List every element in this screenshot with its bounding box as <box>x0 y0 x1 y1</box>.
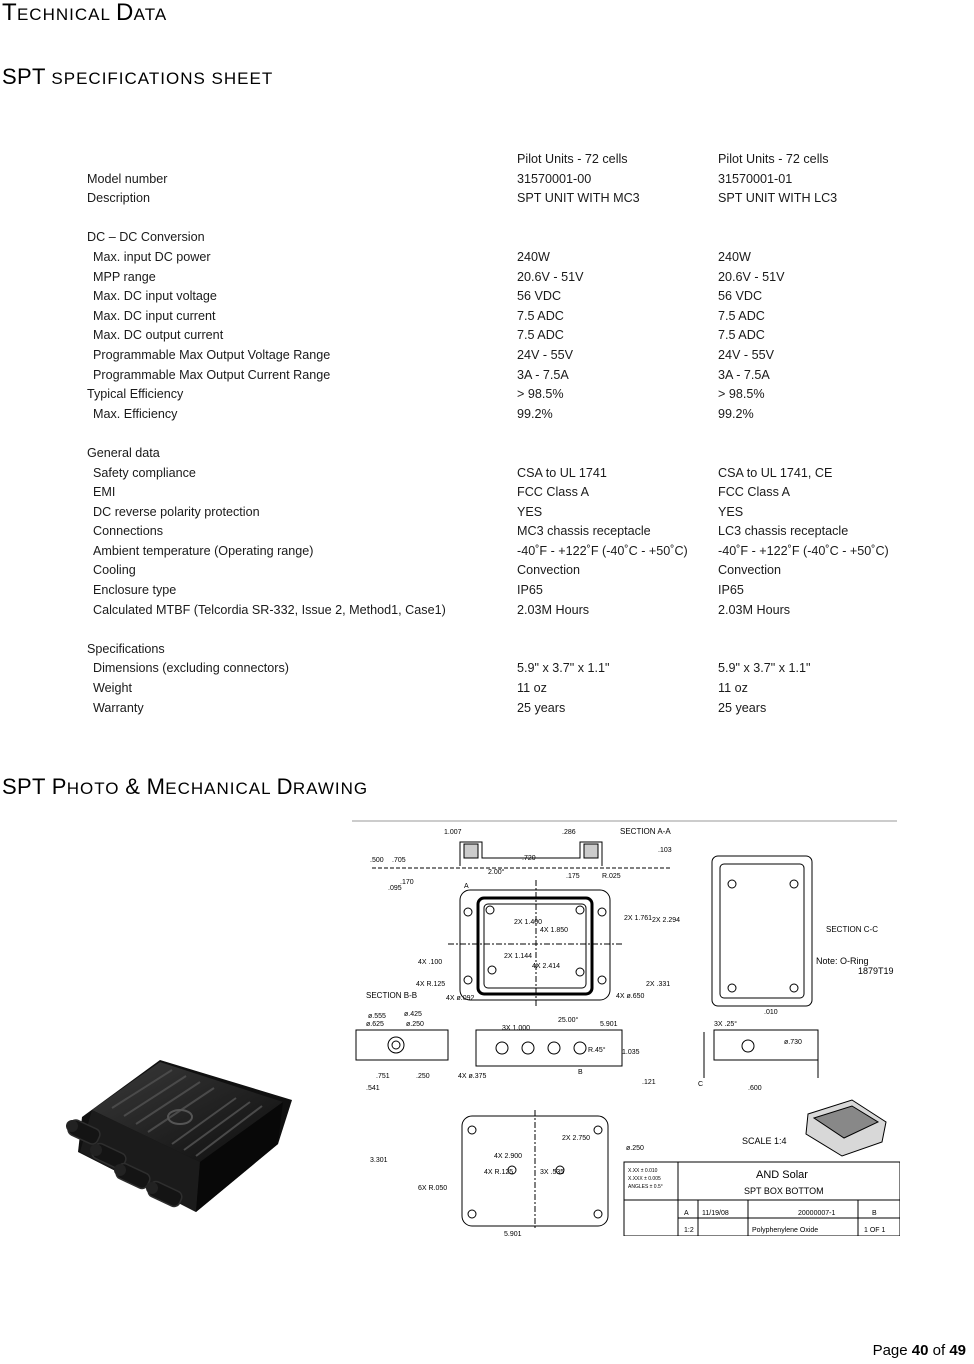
dim-label: 2X .331 <box>646 981 671 988</box>
dim-label: R.45° <box>588 1047 606 1054</box>
spec-label: General data <box>87 445 160 460</box>
dim-label: 4X ø.375 <box>458 1073 487 1080</box>
spec-value: 99.2% <box>517 406 553 421</box>
dim-label: 5.901 <box>600 1021 618 1028</box>
photo-drawing-heading: SPT PHOTO & MECHANICAL DRAWING <box>2 774 369 799</box>
spec-row <box>87 444 947 464</box>
dim-label: .720 <box>522 855 536 862</box>
spec-value: FCC Class A <box>718 485 791 500</box>
spec-value: 3A - 7.5A <box>517 367 569 382</box>
dim-label: 2X 1.144 <box>504 953 533 960</box>
spec-value: FCC Class A <box>517 485 590 500</box>
date-value: 11/19/08 <box>702 1210 729 1217</box>
section-aa-label: SECTION A-A <box>620 827 671 836</box>
dim-label: 2X 2.750 <box>562 1135 591 1142</box>
spec-label: Typical Efficiency <box>87 387 184 402</box>
spec-label: Ambient temperature (Operating range) <box>93 543 314 558</box>
dim-label: 25.00° <box>558 1017 579 1024</box>
tolerance-xxx: X.XXX ± 0.005 <box>628 1176 661 1182</box>
spec-value: SPT UNIT WITH LC3 <box>718 191 838 206</box>
spec-label: Max. input DC power <box>93 249 211 264</box>
mechanical-drawing <box>352 820 900 1236</box>
spec-header-row <box>87 150 947 170</box>
dim-label: 4X ø.650 <box>616 993 645 1000</box>
dim-label: B <box>578 1069 583 1076</box>
spec-label: Connections <box>93 524 164 539</box>
spec-value: 56 VDC <box>718 289 763 304</box>
dim-label: 5.901 <box>504 1231 522 1236</box>
dim-label: .500 <box>370 857 384 864</box>
dim-label: 1.007 <box>444 829 462 836</box>
dim-label: 6X R.050 <box>418 1185 448 1192</box>
spec-value: 56 VDC <box>517 289 562 304</box>
dim-label: 4X R.125 <box>484 1169 514 1176</box>
spec-value: YES <box>718 504 744 519</box>
spec-value: 25 years <box>718 700 767 715</box>
dim-label: .010 <box>764 1009 778 1016</box>
spec-value: 3A - 7.5A <box>718 367 770 382</box>
dim-label: .175 <box>566 873 580 880</box>
spec-label: Dimensions (excluding connectors) <box>93 661 289 676</box>
sheet-scale: 1:2 <box>684 1227 694 1234</box>
spec-value: IP65 <box>718 583 744 598</box>
mechanical-drawing-svg <box>352 820 900 1236</box>
rev-letter: B <box>872 1210 877 1217</box>
page-number: Page 40 of 49 <box>872 1342 966 1359</box>
spec-row <box>87 679 947 699</box>
spec-value: 2.03M Hours <box>718 602 791 617</box>
dim-label: .170 <box>400 879 414 886</box>
spec-row <box>87 581 947 601</box>
spec-label: Programmable Max Output Voltage Range <box>93 347 331 362</box>
spec-value: > 98.5% <box>517 387 564 402</box>
company-name: AND Solar <box>756 1169 808 1181</box>
spec-value: Convection <box>517 563 581 578</box>
spec-table <box>87 150 947 718</box>
dim-label: 2X 1.761 <box>624 915 653 922</box>
spec-row <box>87 307 947 327</box>
spec-row <box>87 346 947 366</box>
spec-value: 7.5 ADC <box>517 328 564 343</box>
spec-row <box>87 268 947 288</box>
product-photo <box>0 1022 318 1232</box>
spec-row <box>87 640 947 660</box>
spec-row <box>87 366 947 386</box>
spec-value: 7.5 ADC <box>718 328 765 343</box>
dim-label: 4X ø.092 <box>446 995 475 1002</box>
spec-value: 31570001-01 <box>718 171 793 186</box>
scale-label: SCALE 1:4 <box>742 1136 787 1146</box>
spec-value: MC3 chassis receptacle <box>517 524 651 539</box>
sheet-number: 1 OF 1 <box>864 1227 886 1234</box>
spec-value: IP65 <box>517 583 543 598</box>
section-bb-label: SECTION B-B <box>366 991 418 1000</box>
spec-value: 5.9" x 3.7" x 1.1" <box>517 661 610 676</box>
rev-value: A <box>684 1210 689 1217</box>
dim-label: .286 <box>562 829 576 836</box>
spec-value: SPT UNIT WITH MC3 <box>517 191 640 206</box>
dim-label: 3X 1.000 <box>502 1025 531 1032</box>
dim-label: 4X R.125 <box>416 981 446 988</box>
spec-value: LC3 chassis receptacle <box>718 524 849 539</box>
note-label: Note: O-Ring <box>816 956 869 966</box>
dim-label: ø.250 <box>406 1021 424 1028</box>
page-title: TECHNICAL DATA <box>2 0 168 26</box>
spec-value: Convection <box>718 563 782 578</box>
spec-row <box>87 248 947 268</box>
dim-label: A <box>464 883 469 890</box>
spec-row <box>87 287 947 307</box>
spec-value: 2.03M Hours <box>517 602 590 617</box>
dim-label: 4X 2.414 <box>532 963 561 970</box>
spec-row <box>87 189 947 209</box>
dim-label: 4X 1.850 <box>540 927 569 934</box>
dim-label: 1.035 <box>622 1049 640 1056</box>
part-title: SPT BOX BOTTOM <box>744 1186 824 1196</box>
spec-label: Max. Efficiency <box>93 406 178 421</box>
dim-label: .250 <box>416 1073 430 1080</box>
dim-label: ø.730 <box>784 1039 802 1046</box>
spec-value: 31570001-00 <box>517 171 592 186</box>
spec-value: 11 oz <box>517 681 547 696</box>
spec-label: Max. DC output current <box>93 328 224 343</box>
spec-value: > 98.5% <box>718 387 765 402</box>
spec-value: -40˚F - +122˚F (-40˚C - +50˚C) <box>718 543 889 558</box>
spec-label: EMI <box>93 485 116 500</box>
spec-row <box>87 601 947 621</box>
spec-row <box>87 561 947 581</box>
spec-value: 99.2% <box>718 406 754 421</box>
spec-label: DC reverse polarity protection <box>93 504 260 519</box>
dim-label: .751 <box>376 1073 390 1080</box>
part-number: 20000007-1 <box>798 1210 836 1217</box>
spec-value: YES <box>517 504 543 519</box>
spec-value: 20.6V - 51V <box>517 269 584 284</box>
note-number: 1879T19 <box>858 966 894 976</box>
dim-label: 2.00° <box>488 869 505 876</box>
dim-label: .705 <box>392 857 406 864</box>
spec-row <box>87 170 947 190</box>
spec-row <box>87 542 947 562</box>
spec-label: Specifications <box>87 641 165 656</box>
dim-label: 2X 2.294 <box>652 917 681 924</box>
spec-row <box>87 522 947 542</box>
spec-value: 24V - 55V <box>718 347 775 362</box>
spec-label: Weight <box>93 681 132 696</box>
spec-value: 25 years <box>517 700 566 715</box>
spec-value: Pilot Units - 72 cells <box>517 152 628 166</box>
spec-row <box>87 699 947 719</box>
spec-label: Safety compliance <box>93 465 196 480</box>
spec-row <box>87 620 947 640</box>
spec-value: 20.6V - 51V <box>718 269 785 284</box>
spec-value: 11 oz <box>718 681 748 696</box>
dim-label: .541 <box>366 1085 380 1092</box>
spec-value: 240W <box>718 249 751 264</box>
spec-row <box>87 405 947 425</box>
spec-row <box>87 228 947 248</box>
spec-label: Max. DC input voltage <box>93 289 217 304</box>
spec-label: Warranty <box>93 700 144 715</box>
spec-label: MPP range <box>93 269 156 284</box>
material: Polyphenylene Oxide <box>752 1227 819 1234</box>
spec-label: Model number <box>87 171 168 186</box>
spec-value: 240W <box>517 249 550 264</box>
spec-value: CSA to UL 1741, CE <box>718 465 833 480</box>
dim-label: 3.301 <box>370 1157 388 1164</box>
spec-label: Calculated MTBF (Telcordia SR-332, Issue 2, Method1, Case1) <box>93 602 446 617</box>
spec-row <box>87 209 947 229</box>
dim-label: ø.625 <box>366 1021 384 1028</box>
spec-label: Max. DC input current <box>93 308 216 323</box>
junction-box-image <box>0 1022 318 1232</box>
dim-label: .095 <box>388 885 402 892</box>
dim-label: 4X 2.900 <box>494 1153 523 1160</box>
spec-row <box>87 464 947 484</box>
dim-label: 3X .535 <box>540 1169 565 1176</box>
spec-row <box>87 483 947 503</box>
dim-label: .103 <box>658 847 672 854</box>
section-cc-label: SECTION C-C <box>826 925 878 934</box>
spec-row <box>87 424 947 444</box>
dim-label: ø.425 <box>404 1011 422 1018</box>
spec-row <box>87 326 947 346</box>
spec-label: Enclosure type <box>93 583 177 598</box>
spec-label: Cooling <box>93 563 136 578</box>
spec-label: Description <box>87 191 150 206</box>
spec-row <box>87 385 947 405</box>
dim-label: ø.250 <box>626 1145 644 1152</box>
dim-label: R.025 <box>602 873 621 880</box>
dim-label: 3X .25° <box>714 1021 738 1028</box>
spec-label: DC – DC Conversion <box>87 230 205 245</box>
dim-label: 4X .100 <box>418 959 443 966</box>
spec-row <box>87 503 947 523</box>
spec-value: 7.5 ADC <box>517 308 564 323</box>
spec-value: 7.5 ADC <box>718 308 765 323</box>
dim-label: .121 <box>642 1079 656 1086</box>
dim-label: 2X 1.400 <box>514 919 543 926</box>
spec-value: Pilot Units - 72 cells <box>718 152 829 166</box>
spec-row <box>87 659 947 679</box>
spec-value: 5.9" x 3.7" x 1.1" <box>718 661 811 676</box>
spec-label: Programmable Max Output Current Range <box>93 367 331 382</box>
spec-value: 24V - 55V <box>517 347 574 362</box>
tolerance-xx: X.XX ± 0.010 <box>628 1168 658 1174</box>
spec-value: -40˚F - +122˚F (-40˚C - +50˚C) <box>517 543 688 558</box>
dim-label: C <box>698 1081 704 1088</box>
spec-value: CSA to UL 1741 <box>517 465 607 480</box>
tolerance-angle: ANGLES ± 0.5° <box>628 1184 663 1190</box>
dim-label: .600 <box>748 1085 762 1092</box>
dim-label: ø.555 <box>368 1013 386 1020</box>
spec-sheet-heading: SPT SPECIFICATIONS SHEET <box>2 64 274 89</box>
